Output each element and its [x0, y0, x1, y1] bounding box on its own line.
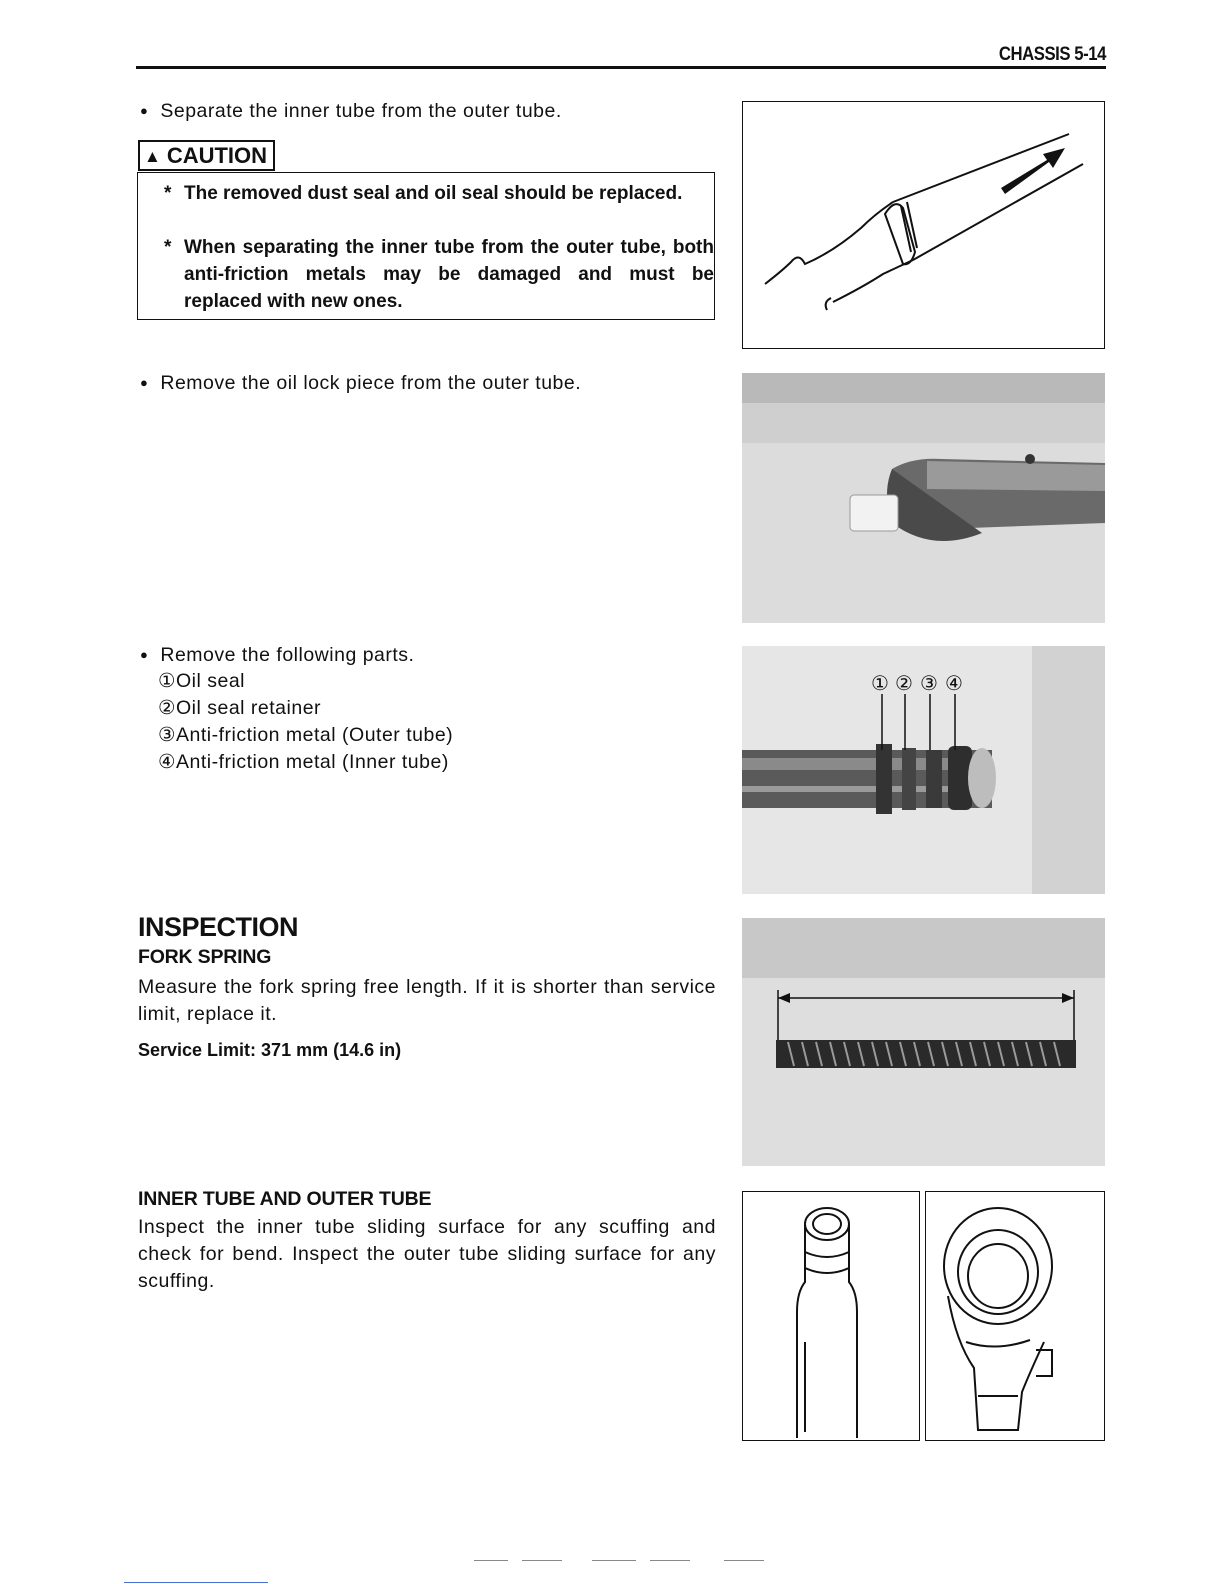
photo-fork-parts [742, 646, 1105, 894]
figure-outer-tube [925, 1191, 1105, 1441]
section-heading-inspection: INSPECTION [138, 912, 299, 942]
divider [474, 1560, 508, 1561]
step-remove-parts: ● Remove the following parts. [140, 642, 414, 670]
caution-box [137, 172, 715, 320]
divider [592, 1560, 636, 1561]
list-item: ④Anti-friction metal (Inner tube) [158, 751, 449, 773]
photo-fork-spring [742, 918, 1105, 1166]
parts-list [140, 668, 453, 776]
photo-oil-lock-piece [742, 373, 1105, 623]
callout-1: ① [871, 671, 889, 695]
subheading-inner-outer-tube: INNER TUBE AND OUTER TUBE [138, 1188, 432, 1210]
fork-spring-text: Measure the fork spring free length. If it is shorter than service limit, replace it. [138, 976, 716, 1025]
divider [522, 1560, 562, 1561]
step-remove-oil-lock: ● Remove the oil lock piece from the outer tube. [140, 370, 581, 398]
list-item: ①Oil seal [158, 670, 246, 692]
callout-2: ② [895, 671, 913, 695]
list-item: ③Anti-friction metal (Outer tube) [158, 724, 454, 746]
list-item: ②Oil seal retainer [158, 697, 322, 719]
caution-item: * The removed dust seal and oil seal should be replaced. [164, 183, 683, 204]
divider [124, 1582, 268, 1583]
divider [724, 1560, 764, 1561]
callout-3: ③ [920, 671, 938, 695]
step-separate-tubes: ● Separate the inner tube from the outer tube. [140, 98, 562, 126]
divider [650, 1560, 690, 1561]
figure-separate-tubes [742, 101, 1105, 349]
page-header-title: CHASSIS 5-14 [998, 44, 1106, 65]
tubes-text: Inspect the inner tube sliding surface for any scuffing and check for bend. Inspect the outer tube sliding surface for any scuffing. [138, 1216, 716, 1292]
subheading-fork-spring: FORK SPRING [138, 946, 272, 968]
callout-4: ④ [945, 671, 963, 695]
caution-item: * When separating the inner tube from the outer tube, both anti-friction metals may be damaged and must be replaced with new ones. [164, 237, 714, 312]
service-limit: Service Limit: 371 mm (14.6 in) [138, 1040, 402, 1060]
warning-triangle-icon: ▲ [144, 147, 161, 166]
figure-inner-tube [742, 1191, 920, 1441]
header-rule [136, 66, 1106, 69]
caution-label: ▲ CAUTION [138, 140, 275, 171]
